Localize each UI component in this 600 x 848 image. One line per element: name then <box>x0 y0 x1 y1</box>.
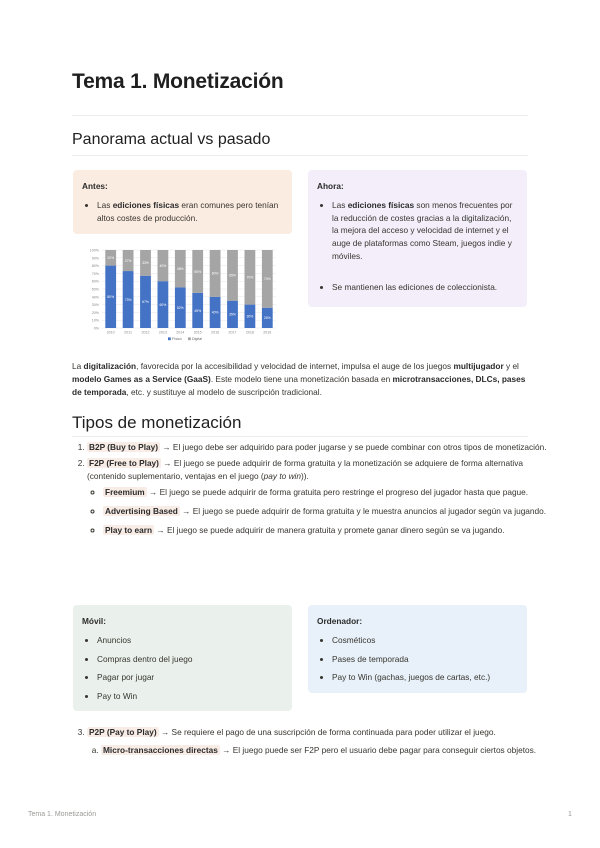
data-label: 55% <box>194 269 202 274</box>
list-item: • Pay to Win (gachas, juegos de cartas, etc.) <box>332 671 517 684</box>
section-divider <box>72 436 528 437</box>
section-divider <box>72 155 528 156</box>
y-tick-label: 80% <box>91 264 99 269</box>
data-label: 65% <box>229 273 236 278</box>
y-tick-label: 20% <box>91 310 99 315</box>
callout-ordenador-label: Ordenador: <box>317 616 363 626</box>
x-tick-label: 2019 <box>263 330 272 335</box>
section-heading-tipos: Tipos de monetización <box>72 413 242 432</box>
x-tick-label: 2018 <box>245 330 254 335</box>
footer-title: Tema 1. Monetización <box>28 811 97 818</box>
monetization-types-list-cont <box>72 726 547 760</box>
callout-ahora-label: Ahora: <box>317 181 344 191</box>
x-tick-label: 2016 <box>211 330 220 335</box>
list-item: • Pay to Win <box>97 690 282 703</box>
data-label: 30% <box>246 314 254 319</box>
callout-movil <box>73 605 292 711</box>
data-label: 45% <box>194 308 202 313</box>
y-tick-label: 100% <box>89 248 99 253</box>
legend-swatch <box>168 337 171 340</box>
x-tick-label: 2011 <box>124 330 132 335</box>
y-tick-label: 60% <box>91 279 99 284</box>
data-label: 27% <box>124 258 132 263</box>
footer-page-number: 1 <box>568 811 572 818</box>
data-label: 60% <box>159 302 167 307</box>
data-label: 60% <box>211 271 219 276</box>
legend-label: Físico <box>172 337 182 341</box>
list-item: • Compras dentro del juego <box>97 653 282 666</box>
x-tick-label: 2013 <box>158 330 167 335</box>
y-tick-label: 50% <box>91 287 99 292</box>
list-item: • Anuncios <box>97 634 282 647</box>
list-item: • Las ediciones físicas son menos frecuentes por la reducción de costes gracias a la digitalización, la mejora del acceso y velocidad de internet y el auge de plataformas como Steam, juegos indie y móviles. <box>332 199 517 263</box>
y-tick-label: 90% <box>91 256 99 261</box>
page-title: Tema 1. Monetización <box>72 70 284 93</box>
data-label: 40% <box>211 310 219 315</box>
y-tick-label: 0% <box>93 326 99 331</box>
title-divider <box>72 115 528 116</box>
list-item-advertising: ◦ Advertising Based → El juego se puede adquirir de forma gratuita y le muestra anuncios al jugador según va jugando. <box>103 505 547 518</box>
data-label: 20% <box>107 256 115 261</box>
data-label: 35% <box>229 312 236 317</box>
legend-swatch <box>188 337 191 340</box>
y-tick-label: 70% <box>91 271 99 276</box>
data-label: 48% <box>176 267 184 272</box>
list-item-p2p: 3. P2P (Pay to Play) → Se requiere el pago de una suscripción de forma continuada para poder utilizar el juego. a. Micro-transacciones directas → El juego puede ser F2P pero el usuario debe pagar para conseguir ciertos objetos. <box>87 726 547 757</box>
list-item-micro: a. Micro-transacciones directas → El juego puede ser F2P pero el usuario debe pagar para conseguir ciertos objetos. <box>101 744 547 757</box>
legend-label: Digital <box>192 337 202 341</box>
callout-antes <box>73 170 292 234</box>
callout-ahora <box>308 170 527 307</box>
x-tick-label: 2014 <box>176 330 185 335</box>
callout-movil-label: Móvil: <box>82 616 106 626</box>
callout-antes-label: Antes: <box>82 181 108 191</box>
data-label: 67% <box>142 300 149 305</box>
list-item: • Se mantienen las ediciones de coleccionista. <box>332 281 517 294</box>
f2p-sublist <box>87 486 547 536</box>
data-label: 80% <box>107 295 115 300</box>
data-label: 33% <box>142 261 149 266</box>
x-tick-label: 2010 <box>106 330 115 335</box>
monetization-types-list <box>72 441 547 543</box>
data-label: 74% <box>263 277 271 282</box>
p2p-sublist <box>87 744 547 757</box>
x-tick-label: 2012 <box>141 330 150 335</box>
callout-ordenador <box>308 605 527 693</box>
callout-antes-list <box>82 199 282 225</box>
digitalization-paragraph: La digitalización, favorecida por la accesibilidad y velocidad de internet, impulsa el auge de los juegos multijugador y el modelo Games as a Service (GaaS). Este modelo tiene una monetización basada en microtransacciones, DLCs, pases de temporada, etc. y sustituye al modelo de suscripción tradicional. <box>72 361 526 397</box>
y-tick-label: 30% <box>91 303 99 308</box>
list-item: • Las ediciones físicas eran comunes pero tenían altos costes de producción. <box>97 199 282 225</box>
list-item-freemium: ◦ Freemium → El juego se puede adquirir de forma gratuita pero restringe el progreso del jugador hasta que pague. <box>103 486 547 499</box>
list-item-playtoearn: ◦ Play to earn → El juego se puede adquirir de manera gratuita y promete ganar dinero según se va jugando. <box>103 524 547 537</box>
callout-movil-list <box>82 634 282 703</box>
data-label: 52% <box>176 306 184 311</box>
list-item: • Cosméticos <box>332 634 517 647</box>
data-label: 26% <box>263 316 271 321</box>
data-label: 40% <box>159 263 167 268</box>
data-label: 70% <box>246 275 254 280</box>
list-item-f2p: 2. F2P (Free to Play) → El juego se puede adquirir de forma gratuita y la monetización se adquiere de forma alternativa (contenido suplementario, ventajas en el juego (pay to win)). ◦ Freemium → El juego se puede adquirir de forma gratuita pero restringe el progreso del jugador hasta que pague. ◦ Advertising Based → El juego se puede adquirir de forma gratuita y le muestra anuncios al jugador según va jugando. ◦ Play to earn → El juego se puede adquirir de manera gratuita y promete ganar dinero según se va jugando. <box>87 457 547 537</box>
sales-share-chart <box>80 244 280 348</box>
list-item-b2p: 1. B2P (Buy to Play) → El juego debe ser adquirido para poder jugarse y se puede combinar con otros tipos de monetización. <box>87 441 547 454</box>
x-tick-label: 2015 <box>193 330 202 335</box>
callout-ordenador-list <box>317 634 517 684</box>
data-label: 73% <box>124 297 132 302</box>
list-item: • Pases de temporada <box>332 653 517 666</box>
y-tick-label: 10% <box>91 318 99 323</box>
y-tick-label: 40% <box>91 295 99 300</box>
x-tick-label: 2017 <box>228 330 237 335</box>
section-heading-panorama: Panorama actual vs pasado <box>72 131 271 148</box>
callout-ahora-list <box>317 199 517 294</box>
list-item: • Pagar por jugar <box>97 671 282 684</box>
